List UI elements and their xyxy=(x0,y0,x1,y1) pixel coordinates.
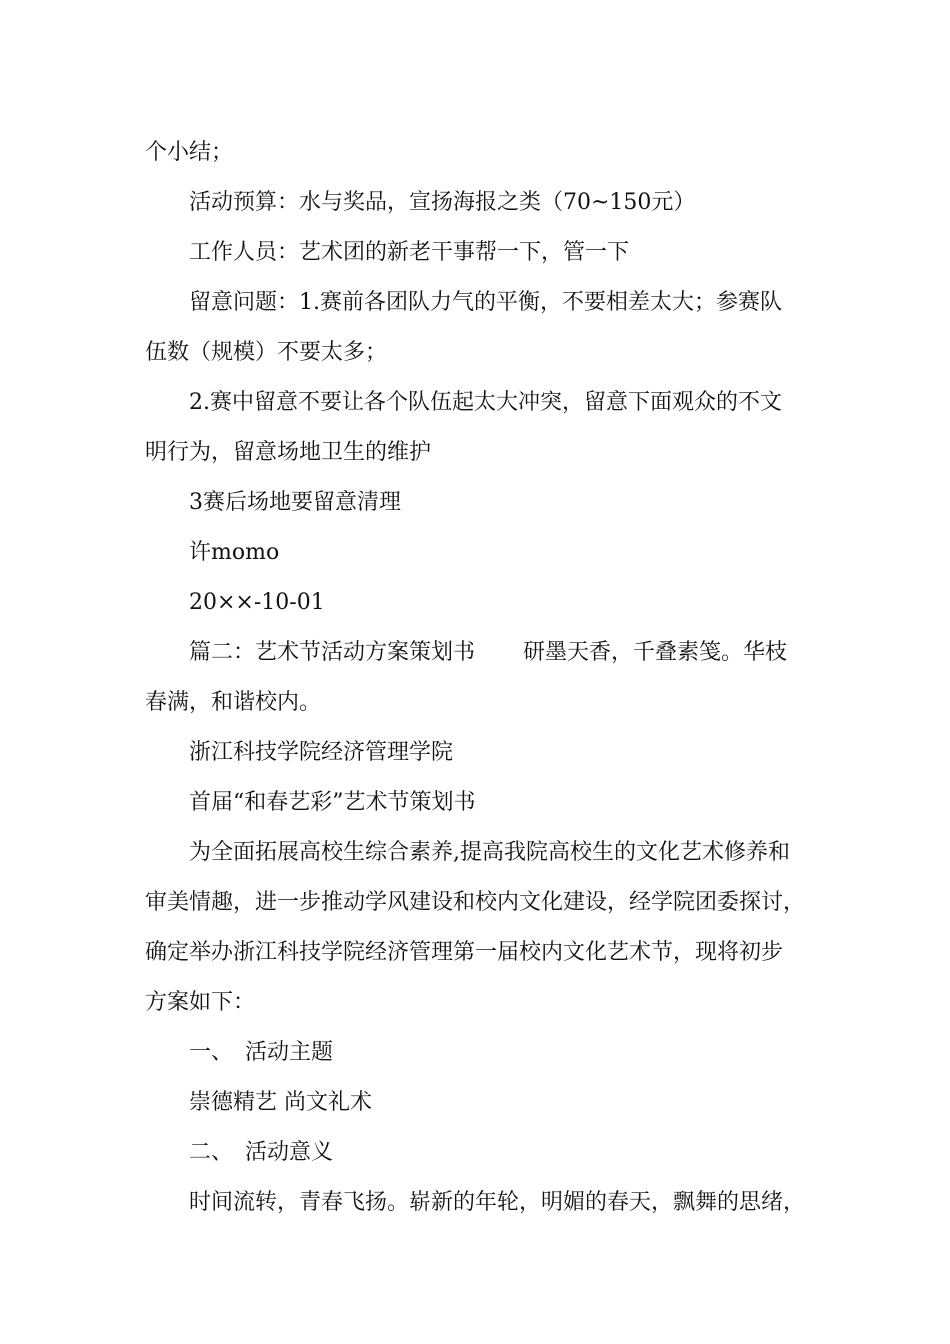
list-heading-text: 活动主题 xyxy=(245,1040,334,1065)
text-line: 3赛后场地要留意清理 xyxy=(189,490,401,515)
section-heading-line xyxy=(145,628,820,678)
text-line: 春满，和谐校内。 xyxy=(145,690,322,715)
list-heading xyxy=(145,1028,820,1078)
document-body xyxy=(145,128,820,1228)
text-line: 时间流转，青春飞扬。崭新的年轮，明媚的春天，飘舞的思绪， xyxy=(189,1190,806,1215)
section-heading: 篇二：艺术节活动方案策划书 xyxy=(189,640,476,665)
text-line: 方案如下： xyxy=(145,990,256,1015)
text-line: 确定举办浙江科技学院经济管理第一届校内文化艺术节，现将初步 xyxy=(145,940,784,965)
document-date: 20××-10-01 xyxy=(189,590,325,615)
list-heading xyxy=(145,1128,820,1178)
list-heading-text: 活动意义 xyxy=(245,1140,334,1165)
text-line: 活动预算：水与奖品，宣扬海报之类（70~150元） xyxy=(189,190,696,215)
text-span: 研墨天香，千叠素笺。华枝 xyxy=(523,640,788,665)
list-marker: 一、 xyxy=(189,1040,234,1065)
theme-text: 崇德精艺 尚文礼术 xyxy=(189,1090,372,1115)
plan-title: 首届“和春艺彩”艺术节策划书 xyxy=(189,790,476,815)
text-line: 审美情趣，进一步推动学风建设和校内文化建设，经学院团委探讨， xyxy=(145,890,806,915)
list-marker: 二、 xyxy=(189,1140,234,1165)
text-line: 个小结； xyxy=(145,140,234,165)
author-name: 许momo xyxy=(189,540,280,565)
text-line: 明行为，留意场地卫生的维护 xyxy=(145,440,432,465)
organization-name: 浙江科技学院经济管理学院 xyxy=(189,740,454,765)
text-line: 为全面拓展高校生综合素养,提高我院高校生的文化艺术修养和 xyxy=(189,840,790,865)
text-line: 工作人员：艺术团的新老干事帮一下，管一下 xyxy=(189,240,630,265)
text-line: 留意问题：1.赛前各团队力气的平衡，不要相差太大；参赛队 xyxy=(189,290,782,315)
text-line: 2.赛中留意不要让各个队伍起太大冲突，留意下面观众的不文 xyxy=(189,390,782,415)
text-line: 伍数（规模）不要太多； xyxy=(145,340,388,365)
